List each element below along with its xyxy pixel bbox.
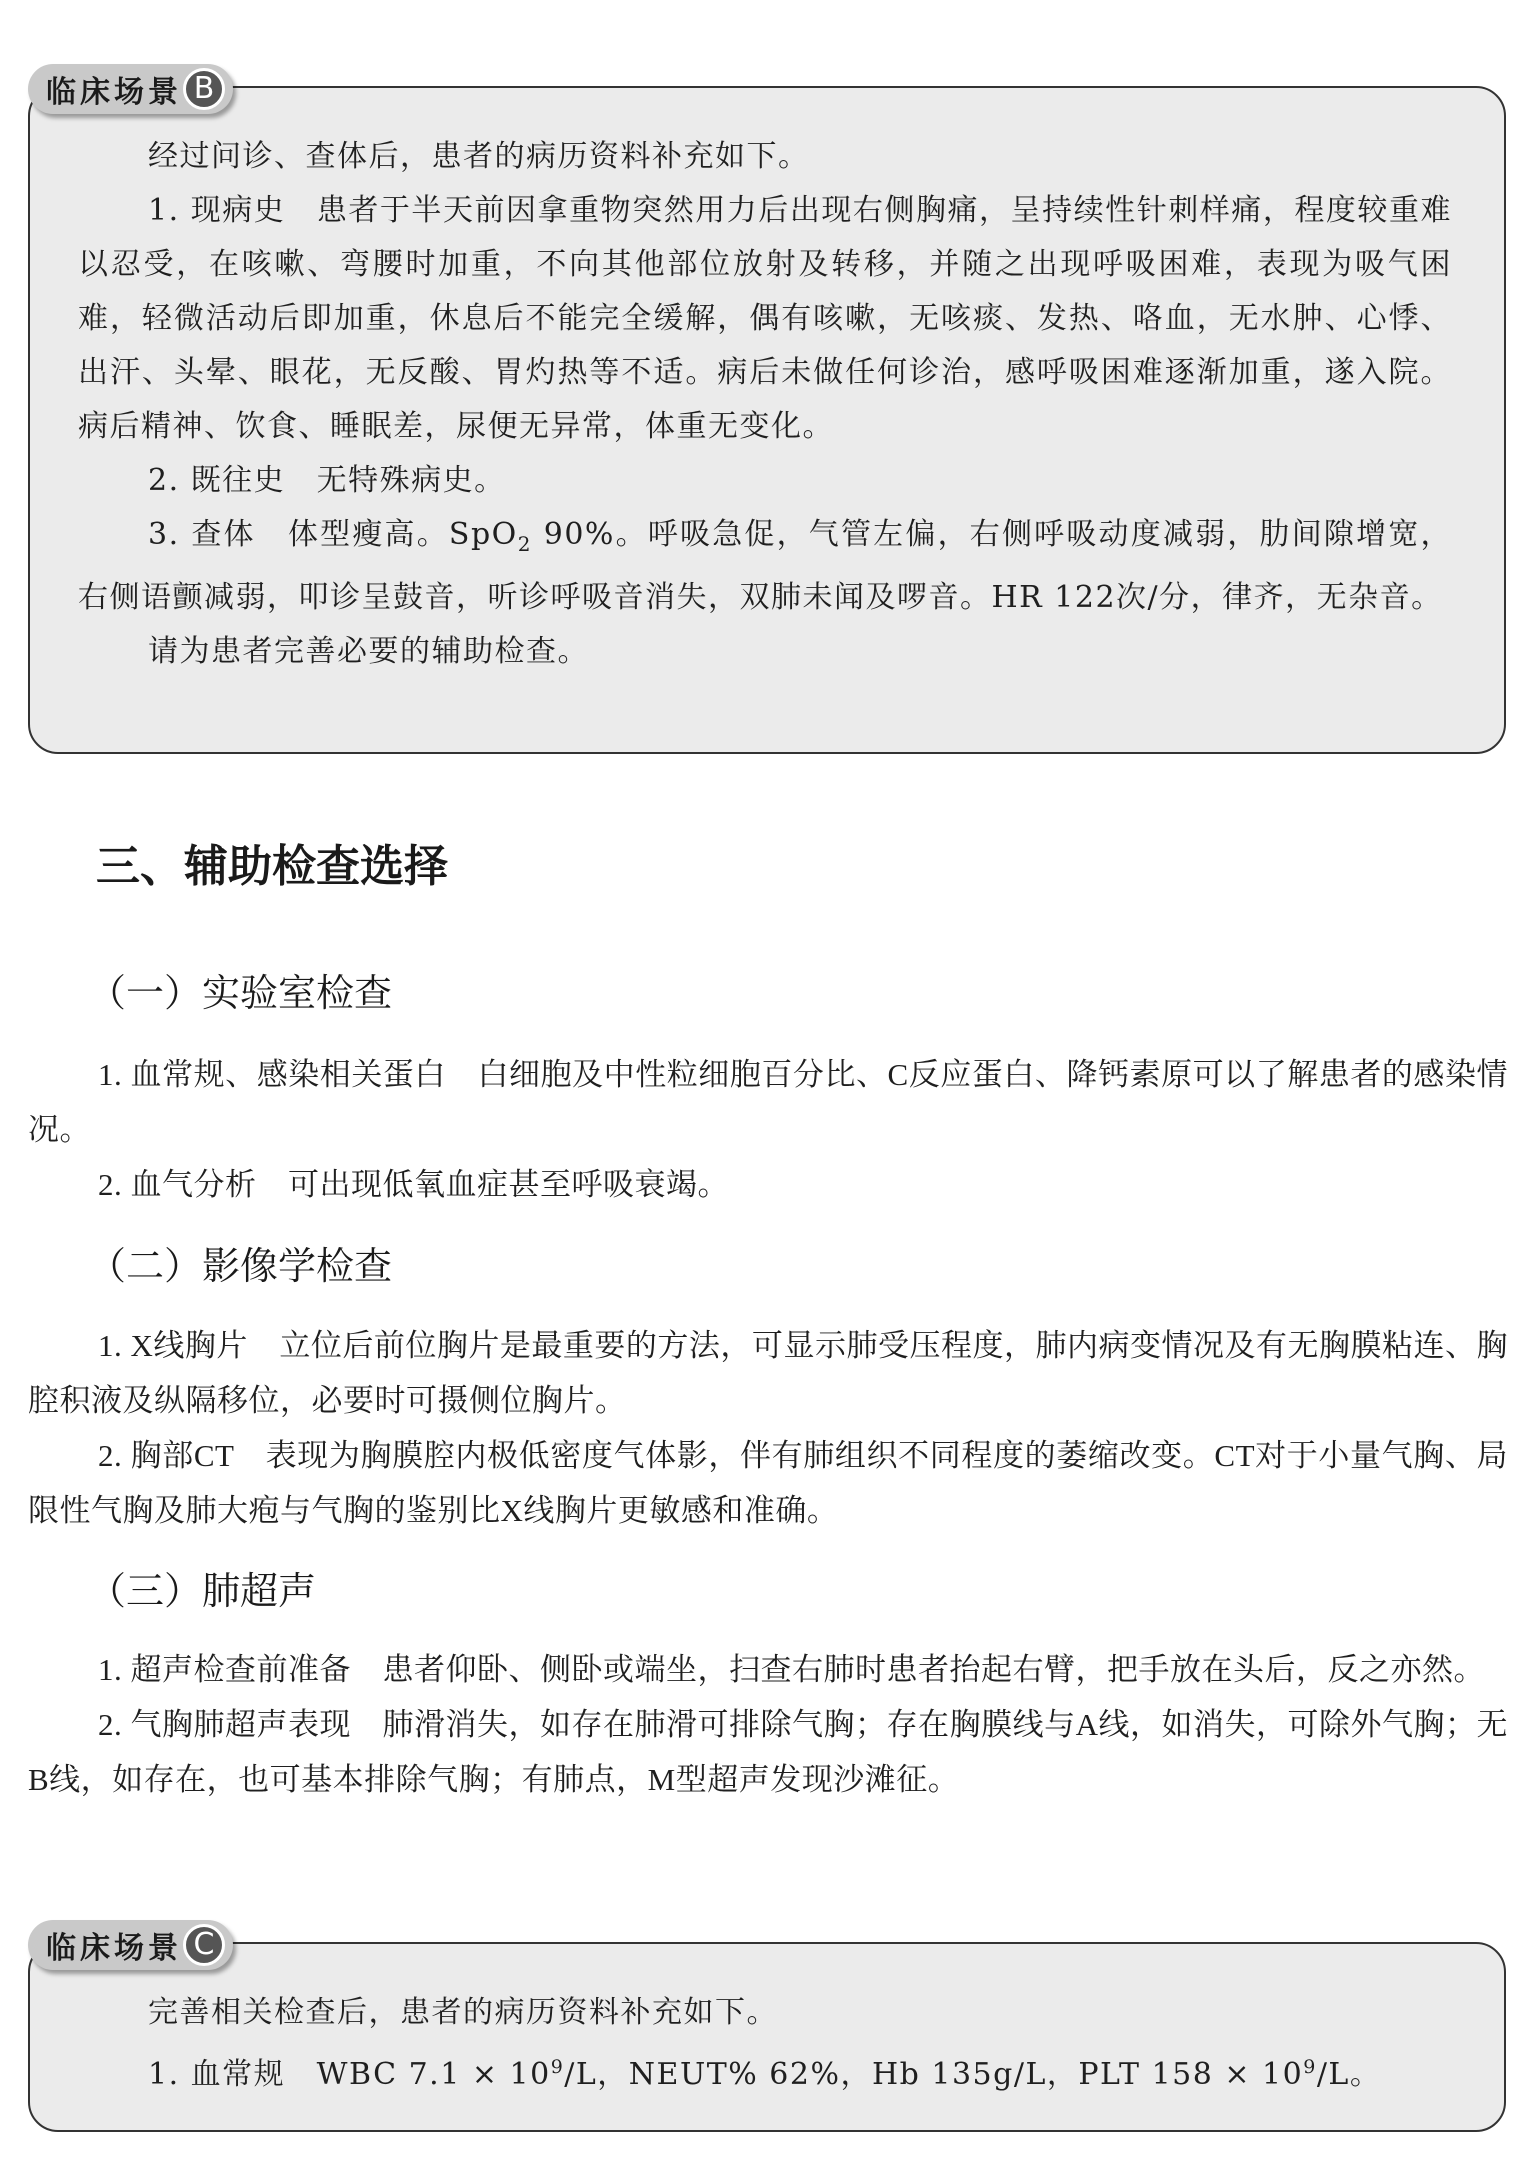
scene-b-tag-label: 临床场景 <box>46 75 182 110</box>
ultrasound-paragraph-1: 1. 超声检查前准备 患者仰卧、侧卧或端坐，扫查右肺时患者抬起右臂，把手放在头后，反之亦然。 <box>98 1652 1485 1687</box>
lab-heading: （一）实验室检查 <box>88 971 393 1015</box>
section-title: 三、辅助检查选择 <box>96 841 448 892</box>
imaging-body <box>28 1318 1508 1538</box>
scene-b-intro: 经过问诊、查体后，患者的病历资料补充如下。 <box>148 139 810 174</box>
scene-b-history: 1. 现病史 患者于半天前因拿重物突然用力后出现右侧胸痛，呈持续性针刺样痛，程度较重难以忍受，在咳嗽、弯腰时加重，不向其他部位放射及转移，并随之出现呼吸困难，表现为吸气困难，轻微活动后即加重，休息后不能完全缓解，偶有咳嗽，无咳痰、发热、咯血，无水肿、心悸、出汗、头晕、眼花，无反酸、胃灼热等不适。病后未做任何诊治，感呼吸困难逐渐加重，遂入院。病后精神、饮食、睡眠差，尿便无异常，体重无变化。 <box>78 193 1452 444</box>
imaging-heading: （二）影像学检查 <box>88 1244 393 1288</box>
scene-c-tag-label: 临床场景 <box>46 1931 182 1966</box>
ultrasound-paragraph-2: 2. 气胸肺超声表现 肺滑消失，如存在肺滑可排除气胸；存在胸膜线与A线，如消失，可除外气胸；无B线，如存在，也可基本排除气胸；有肺点，M型超声发现沙滩征。 <box>28 1707 1508 1797</box>
scene-b-request: 请为患者完善必要的辅助检查。 <box>148 634 589 669</box>
scene-c-blood-routine: 1. 血常规 WBC $7.1 \times 10^9/L$，NEUT% 62%，Hb 135g/L，PLT $158 \times 10^9/L$。 <box>148 2056 1382 2092</box>
scene-c-intro: 完善相关检查后，患者的病历资料补充如下。 <box>148 1995 778 2030</box>
lab-body <box>28 1047 1508 1212</box>
scene-b-exam: 3. 查体 体型瘦高。SpO$_2$ 90%。呼吸急促，气管左偏，右侧呼吸动度减弱，肋间隙增宽，右侧语颤减弱，叩诊呈鼓音，听诊呼吸音消失，双肺未闻及啰音。HR 122次/分，律齐，无杂音。 <box>78 517 1453 615</box>
scene-c-tag <box>28 1920 233 1970</box>
scene-b-tag <box>28 64 233 114</box>
scene-b-box <box>28 86 1506 754</box>
imaging-paragraph-2: 2. 胸部CT 表现为胸膜腔内极低密度气体影，伴有肺组织不同程度的萎缩改变。CT对于小量气胸、局限性气胸及肺大疱与气胸的鉴别比X线胸片更敏感和准确。 <box>28 1438 1508 1528</box>
imaging-paragraph-1: 1. X线胸片 立位后前位胸片是最重要的方法，可显示肺受压程度，肺内病变情况及有无胸膜粘连、胸腔积液及纵隔移位，必要时可摄侧位胸片。 <box>28 1328 1508 1418</box>
ultrasound-heading: （三）肺超声 <box>88 1569 317 1613</box>
lab-paragraph-1: 1. 血常规、感染相关蛋白 白细胞及中性粒细胞百分比、C反应蛋白、降钙素原可以了解患者的感染情况。 <box>28 1057 1508 1147</box>
scene-b-past-history: 2. 既往史 无特殊病史。 <box>148 463 506 498</box>
lab-paragraph-2: 2. 血气分析 可出现低氧血症甚至呼吸衰竭。 <box>98 1167 729 1202</box>
scene-c-tag-letter: C <box>183 1924 225 1966</box>
ultrasound-body <box>28 1642 1508 1807</box>
scene-c-box <box>28 1942 1506 2132</box>
scene-b-tag-letter: B <box>183 68 225 110</box>
